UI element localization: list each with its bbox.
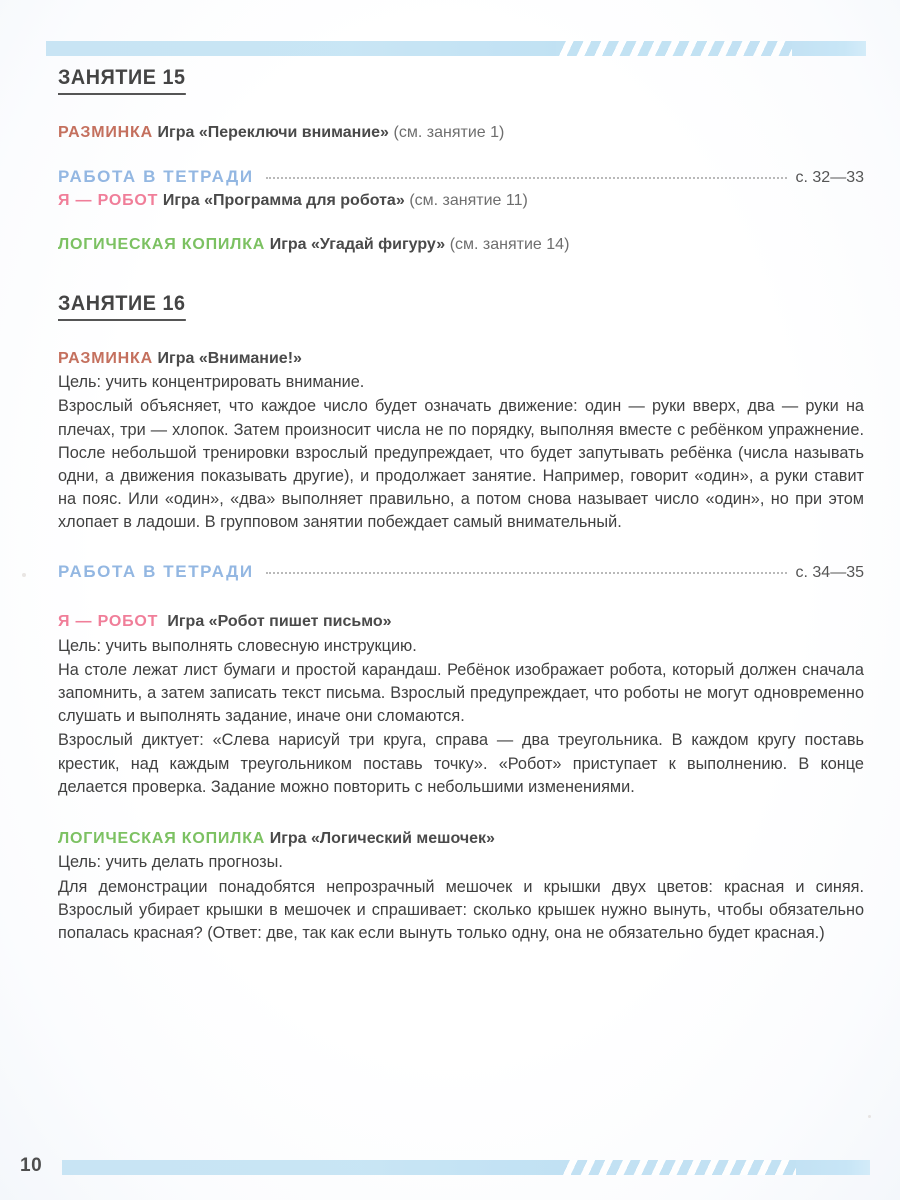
footer-rule-solid-segment [62,1160,560,1175]
lesson-16-logic-head [58,827,864,850]
lesson-16-warmup-head [58,347,864,370]
page-content [58,66,864,945]
header-rule-tail-segment [792,41,866,56]
block-gap [58,582,864,610]
lesson-16-robot-goal: Цель: учить выполнять словесную инструкцию. [58,636,417,655]
lesson-16-logic-body: Для демонстрации понадобятся непрозрачный мешочек и крышки двух цветов: красная и синяя. Взрослый убирает крышки в мешочек и спрашивает: сколько крышек нужно вынуть, чтобы обязательно попалась красная? (Ответ: две, так как если вынуть только одну, она не обязательно будет красная.) [58,877,864,942]
tag-notebook: РАБОТА В ТЕТРАДИ [58,562,254,582]
lesson-15 [58,66,864,256]
lesson-16-warmup-game: Игра «Внимание!» [157,349,302,367]
lesson-16-warmup-goal: Цель: учить концентрировать внимание. [58,373,365,392]
lesson-16-notebook-row [58,562,864,582]
tag-warmup: РАЗМИНКА [58,349,153,367]
lesson-16-warmup-body: Взрослый объясняет, что каждое число будет означать движение: один — руки вверх, два — руки на плечах, три — хлопок. Затем произносит числа не по порядку, выполняя вместе с ребёнком упражнение. После небольшой тренировки взрослый предупреждает, что будет запутывать ребёнка (числа называть одни, а движения показывать другие), и продолжает занятие. Например, говорит «один», а руки ставит на пояс. Или «один», «два» выполняет правильно, а потом снова называет число «один», но при этом хлопает в ладоши. В групповом занятии побеждает самый внимательный. [58,397,864,532]
lesson-15-notebook-pageref: с. 32—33 [795,168,864,186]
lesson-15-warmup-game: Игра «Переключи внимание» [157,124,389,141]
lesson-15-title: ЗАНЯТИЕ 15 [58,66,186,95]
lesson-15-warmup-reference: (см. занятие 1) [393,124,505,141]
lesson-16-logic-goal: Цель: учить делать прогнозы. [58,853,283,872]
tag-warmup: РАЗМИНКА [58,124,153,141]
lesson-16-title: ЗАНЯТИЕ 16 [58,292,186,321]
footer-decorative-rule [62,1160,870,1175]
lesson-15-robot-game: Игра «Программа для робота» [162,191,405,209]
scan-speck [868,1115,871,1118]
block-gap [58,799,864,827]
lesson-15-logic-line [58,233,864,256]
lesson-15-robot-line [58,189,864,212]
dot-leader [266,176,787,179]
footer-rule-striped-segment [560,1160,796,1175]
lesson-15-logic-reference: (см. занятие 14) [449,236,570,254]
lesson-16-robot-body-2: Взрослый диктует: «Слева нарисуй три круга, справа — два треугольника. В каждом кругу поставь крестик, над каждым треугольником поставь точку». «Робот» приступает к выполнению. В конце делается проверка. Задание можно повторить с небольшими изменениями. [58,731,864,796]
tag-robot: Я — РОБОТ [58,613,159,631]
lesson-15-notebook-row [58,166,864,189]
header-decorative-rule [46,41,866,56]
lesson-16-robot-game: Игра «Робот пишет письмо» [167,613,392,631]
lesson-16 [58,292,864,945]
lesson-16-notebook-pageref: с. 34—35 [795,564,864,582]
tag-notebook: РАБОТА В ТЕТРАДИ [58,166,254,186]
scan-speck [22,573,26,577]
tag-logic: ЛОГИЧЕСКАЯ КОПИЛКА [58,236,266,254]
lesson-15-logic-game: Игра «Угадай фигуру» [269,236,446,254]
footer-rule-tail-segment [796,1160,870,1175]
header-rule-striped-segment [556,41,792,56]
lesson-15-warmup-line [58,121,864,144]
tag-robot: Я — РОБОТ [58,191,159,209]
lesson-15-robot-reference: (см. занятие 11) [409,191,528,209]
lesson-16-logic-game: Игра «Логический мешочек» [269,829,495,847]
section-gap [58,256,864,292]
lesson-16-robot-body: На столе лежат лист бумаги и простой карандаш. Ребёнок изображает робота, который должен сначала запомнить, а затем записать текст письма. Взрослый предупреждает, что роботы не могут одновременно слушать и выполнять задание, иначе они сломаются. [58,661,864,726]
header-rule-solid-segment [46,41,556,56]
lesson-16-robot-head [58,610,864,633]
dot-leader [266,571,787,574]
tag-logic: ЛОГИЧЕСКАЯ КОПИЛКА [58,829,266,847]
page-number: 10 [20,1155,43,1176]
block-gap [58,534,864,562]
